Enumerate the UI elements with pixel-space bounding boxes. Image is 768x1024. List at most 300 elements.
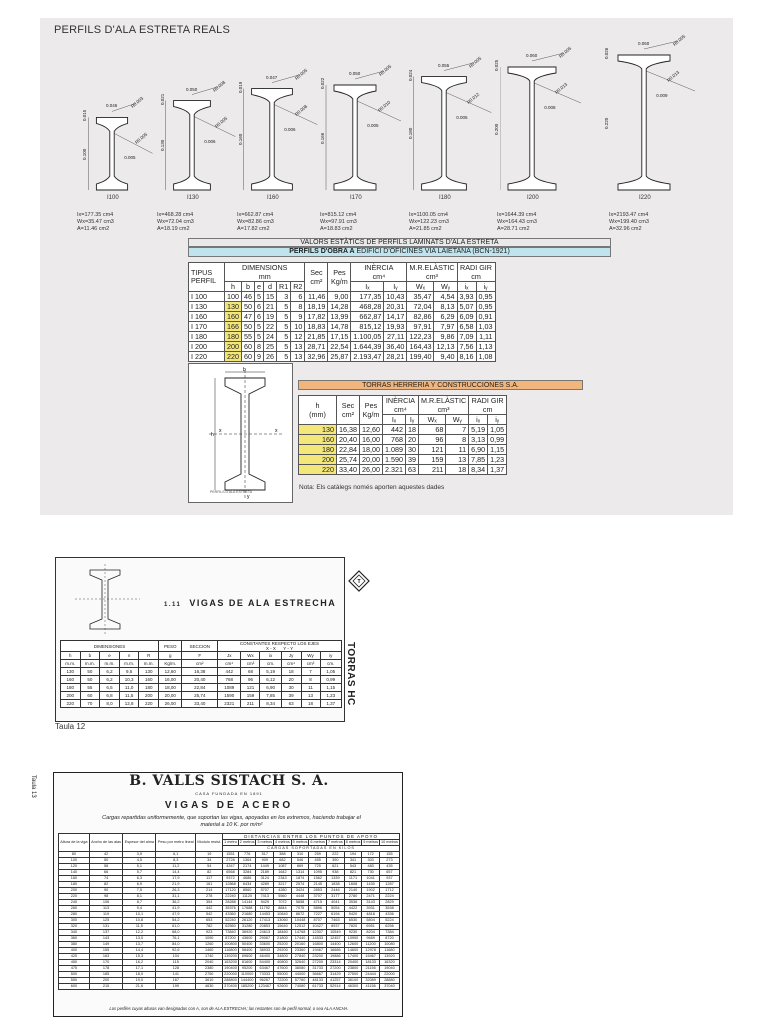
dimension-label: 0.015 [82,110,88,122]
table-cell: 12512 [291,924,309,930]
dimension-label: R0.013 [666,69,681,83]
table-cell: 6951 [362,924,380,930]
dimension-label: 0.021 [159,93,165,105]
table-cell: 1712 [379,888,399,894]
table-cell: 178 [89,966,123,972]
table-cell: 8,16 [457,352,476,362]
table-cell: 61733 [309,984,327,990]
table-cell: 310 [291,852,309,858]
table-cell: 18 [281,668,301,676]
table-cell: 1740 [196,954,223,960]
dimension-label: R0.005 [134,132,149,146]
dimension-label: 0.050 [186,86,198,92]
unit-header: cm³ [241,660,260,668]
table-cell: 34800 [274,954,292,960]
dimension-label: R0.012 [466,91,481,105]
table-cell: 7 [301,668,320,676]
th-altura: Altura de la viga [59,834,90,852]
table-cell: 163200 [224,960,237,964]
table-cell: 190400 [224,966,237,970]
subcol-header: d [264,282,277,292]
table-row [189,312,496,322]
table-cell: 7,5 [123,888,156,894]
table-cell: 3177 [327,894,345,900]
table-cell: 20,00 [360,455,383,465]
table-cell: 2140 [344,888,362,894]
property-value: Wx=97.91 cm3 [320,219,357,225]
table-cell: 21800 [274,936,292,942]
table-cell: 1.100,05 [351,332,384,342]
table-cell: 4686 [238,876,256,882]
dimension-label: 0.046 [106,103,118,109]
table-cell: 28,21 [384,352,407,362]
table-cell: 370400 [224,984,237,988]
table-cell: 29067 [256,936,274,942]
table-cell: 5896 [309,906,327,912]
table-cell: 74 [89,876,123,882]
table-row [299,425,507,435]
table-cell: I 220 [189,352,225,362]
table-cell: 96267 [256,978,274,984]
table-cell: 9429 [256,900,274,906]
table-cell: 22 [264,322,277,332]
table-cell: 194 [344,852,362,858]
table-cell: 13,7 [123,942,156,948]
table-cell: 139200 [224,954,237,958]
table-cell: 14453 [256,912,274,918]
unit-header: cm⁴ [217,660,241,668]
table-cell: 60 [80,692,100,700]
table-cell: 303 [362,858,380,864]
table-cell: 28,71 [305,342,328,352]
table-cell: 20400 [344,960,362,966]
table-cell: 21,85 [305,332,328,342]
table-cell: 28880 [379,978,399,984]
subcol-header: Wₓ [407,282,434,292]
table-row [189,332,496,342]
table-cell: 161 [196,882,223,888]
span-header: 4 metros [275,840,290,844]
table-cell: 1314 [291,870,309,876]
table-cell: 2780 [344,894,362,900]
table-cell: 8 [291,302,305,312]
table-cell: 7 [446,425,469,435]
table-cell: 11,5 [119,692,139,700]
table-cell: 17688 [238,906,256,912]
table-cell: 21,6 [123,984,156,990]
table-cell: 2224 [379,894,399,900]
table-cell: 1,13 [476,342,495,352]
table-cell: 6568 [223,870,239,876]
table-cell: 621 [327,864,345,870]
table-cell: 11,5 [123,924,156,930]
table-cell: 6,29 [434,312,457,322]
table-cell: 27,11 [384,332,407,342]
table-cell: 9230 [344,930,362,936]
dimension-label: 0.060 [638,41,650,46]
subcol-header: h [225,282,242,292]
table-cell: 96 [419,435,446,445]
table-row [299,435,507,445]
table-cell: 115 [156,960,196,966]
panel2-title: 1.11 VIGAS DE ALA ESTRECHA [164,598,337,608]
table-cell: 455 [309,858,327,864]
property-value: A=11.46 cm2 [77,226,110,232]
unit-header: Kg/m. [159,660,182,668]
i-beam-figure [60,562,150,637]
vigas-ala-estrecha-table [60,640,342,708]
table-cell: 21680 [238,912,256,918]
dimension-label: 0.009 [656,93,668,98]
table-cell: 16,2 [123,960,156,966]
dimension-label: R0.010 [377,99,392,113]
table-cell: 6 [255,302,264,312]
property-value: A=18.19 cm2 [157,226,190,232]
table-cell: 43600 [238,936,256,942]
table-cell: 200 [299,455,337,465]
table-cell: 25,87 [328,352,351,362]
table-cell: 33,40 [182,700,217,708]
table-cell: 768 [383,435,406,445]
table-cell: 172 [362,852,380,858]
company-name: B. VALLS SISTACH S. A. [129,773,329,789]
th-inercia: INÈRCIA cm⁴ [351,263,407,282]
table-cell: 600 [59,984,90,990]
symbol-header: F [182,652,217,660]
table-cell: 13,0 [123,936,156,942]
table-cell: 36,40 [384,342,407,352]
subcol-header: Wᵧ [434,282,457,292]
profile-drawing [604,33,692,240]
table-cell: 19 [264,312,277,322]
table-cell: 50 [80,668,100,676]
dimension-label: 0.026 [604,47,609,59]
table-cell: 55000 [274,972,292,978]
table-cell: 3610 [196,978,223,984]
table-cell: 2853 [309,888,327,894]
table-cell: 25200 [274,942,292,948]
table-row [189,302,496,312]
span-header: 3 metros [257,840,273,844]
table-cell: 33600 [256,942,274,948]
table-cell: 117 [196,876,223,882]
table-cell: 3707 [309,894,327,900]
table-cell: 0,91 [476,312,495,322]
table-cell: 7384 [379,930,399,936]
table-cell: 5804 [362,918,380,924]
symbol-header: Wy [301,652,320,660]
table-cell: 17400 [344,954,362,960]
table-cell: 82 [196,870,223,876]
table-row [61,700,342,708]
property-value: Wx=82.86 cm3 [237,219,274,225]
property-value: Ix=1644.39 cm4 [497,212,537,218]
table-cell: 259 [309,852,327,858]
table-cell: 63 [281,700,301,708]
th-distancias: DISTANCIAS ENTRE LOS PUNTOS DE APOYO [223,834,400,840]
table-cell: 13 [291,342,305,352]
table-cell: 7,97 [434,322,457,332]
table-cell: 7463 [327,918,345,924]
table3-units [61,660,342,668]
table-cell: 5560 [274,894,292,900]
table-cell: 120 [59,864,90,870]
table-row [189,352,496,362]
table-cell: 6194 [327,912,345,918]
table-row [299,465,507,475]
table-cell: 542 [196,912,223,918]
table-cell: 32640 [291,960,309,966]
table-cell: 2174 [238,864,256,870]
table-cell: 8560 [238,888,256,894]
span-header: 8 metros [345,840,361,844]
property-value: Wx=72.04 cm3 [157,219,194,225]
table-row [59,984,400,990]
table-cell: 8,34 [469,465,488,475]
table-cell: 54 [196,864,223,870]
i-beam-section-icon [500,40,600,200]
catalog-description: Cargas repartidas uniformemente, que soportan las vigas, apoyadas en los extremos, haciendo trabajar el material a 10 K. por m/m² [102,815,361,828]
property-value: A=21.85 cm2 [409,226,442,232]
table-cell: 1,05 [320,668,341,676]
symbol-header: g [159,652,182,660]
table-cell: 18460 [274,930,292,936]
subcol-header: b [242,282,255,292]
table-cell: 8,7 [123,900,156,906]
table-cell: 60 [242,352,255,362]
table-cell: 6256 [379,924,399,930]
table-row [299,445,507,455]
table-cell: 18,00 [159,684,182,692]
table1-subtitle: PERFILS D'OBRA A EDIFICI D'OFICINES VIA LAIETANA (BCN-1921) [188,247,611,257]
table-cell: 20,00 [159,692,182,700]
table2-header: TORRAS HERRERIA Y CONSTRUCCIONES S.A. [298,380,583,390]
table-cell: 9 [255,352,264,362]
table-cell: 10 [291,322,305,332]
profile-properties [157,212,194,233]
table-cell: 730 [362,870,380,876]
table-cell: 8707 [309,918,327,924]
table-cell: 435 [379,864,399,870]
table-cell: 13 [446,455,469,465]
subcol-header: Iᵧ [384,282,407,292]
dimension-label: 0.050 [349,71,361,76]
symbol-header: e [100,652,120,660]
table-cell: 104 [156,954,196,960]
table-cell: 1,08 [476,352,495,362]
th-ancho: Ancho de las alas [89,834,123,852]
table-cell: 13060 [274,918,292,924]
table-cell: 1,03 [476,322,495,332]
table-cell: 31733 [309,966,327,972]
profile-drawing [320,40,403,240]
table-cell: 2574 [291,882,309,888]
table-caption: Taula 12 [55,722,86,731]
table-cell: 6,12 [260,676,281,684]
table-cell: 149 [89,942,123,948]
table-cell: 9,86 [434,332,457,342]
table-cell: 22,84 [182,684,217,692]
table-cell: 35376 [223,906,239,912]
th-sec: Sec cm² [305,263,328,292]
table-cell: 5054 [327,906,345,912]
steel-profiles-panel [40,18,733,515]
profile-properties [320,212,357,233]
table-cell: I 130 [189,302,225,312]
subcol-header: R1 [277,282,291,292]
table-cell: 74080 [291,984,309,990]
table-cell: 400 [59,948,90,954]
table-cell: 180 [139,684,159,692]
unit-header: m.m. [80,660,100,668]
table-cell: 9372 [223,876,239,882]
table-cell: 20,40 [337,435,360,445]
table-cell: 682 [274,858,292,864]
table-cell: 1874 [291,876,309,882]
table-cell: 5 [255,332,264,342]
symbol-header: Wx [241,652,260,660]
subcol-header: iᵧ [488,415,507,425]
table-cell: 17120 [223,888,239,894]
table-cell: 2.193,47 [351,352,384,362]
table-cell: 8672 [291,912,309,918]
table-cell: 1608 [344,882,362,888]
table-cell: 273 [379,858,399,864]
table-row [189,292,496,302]
table-cell: 15 [264,292,277,302]
subcol-header: Iₓ [351,282,384,292]
table-cell: 58400 [238,948,256,954]
table-cell: 106 [89,900,123,906]
table-cell: 26120 [238,918,256,924]
unit-header: m.m. [100,660,120,668]
table-cell: 41257 [327,978,345,984]
table-cell: 10,8 [123,918,156,924]
catalog-footnote: Los perfiles cuyas alturas van designadas con A, son de ALA ESTRECHA; las restantes son de perfil normal, o sea ALA ANCHA. [109,1006,349,1011]
th-inercia: INÈRCIA cm⁴ [383,396,419,415]
table-cell: 11200 [362,942,380,948]
table-cell: 1287 [379,882,399,888]
table-cell: 768 [217,676,241,684]
table-cell: 5658 [291,900,309,906]
table-cell: 28288 [223,900,239,906]
symbol-header: Jy [281,652,301,660]
table-cell: 1,15 [488,445,507,455]
table-cell: 160 [139,676,159,684]
table-cell: 140 [59,870,90,876]
table-cell: 76,1 [156,936,196,942]
dimension-label: R0.005 [214,115,229,129]
table-cell: 60 [242,342,255,352]
table-cell: 220000 [224,972,237,976]
table-cell: 95200 [238,966,256,972]
table-cell: 8 [446,435,469,445]
table-row [61,676,342,684]
svg-text:x: x [219,428,222,434]
table-cell: 13 [291,352,305,362]
table-cell: 18,83 [305,322,328,332]
table-cell: 19040 [379,966,399,972]
table-cell: 200 [59,888,90,894]
table-cell: 6 [255,312,264,322]
table-cell: 27200 [327,966,345,972]
table-cell: 69600 [238,954,256,960]
table-cell: 6434 [238,882,256,888]
dimension-label: R0.005 [378,63,393,77]
dimension-label: R0.003 [129,96,144,110]
table-cell: 130 [299,425,337,435]
table-cell: 50 [89,858,123,864]
table-cell: 2471 [362,894,380,900]
table-cell: 21,9 [156,882,196,888]
unit-header: cm⁴ [281,660,301,668]
table-cell: 220 [139,700,159,708]
th-peso: PESO [159,641,182,652]
dimension-label: 0.024 [407,69,413,81]
table-cell: 442 [217,668,241,676]
table-cell: 442 [383,425,406,435]
table-cell: 21 [264,302,277,312]
profile-name: I170 [350,195,362,201]
torras-brand-logo: TORRAS HC [345,642,356,706]
table-cell: 4,54 [434,292,457,302]
table-cell: 1,05 [488,425,507,435]
table-cell: 9689 [362,936,380,942]
table-cell: 8,0 [100,700,120,708]
table-cell: 11 [301,684,320,692]
table-cell: 2343 [274,876,292,882]
table-cell: 15640 [274,924,292,930]
table-cell: 13,99 [328,312,351,322]
catalog-title: VIGAS DE ACERO [164,800,294,811]
table-cell: 36,2 [156,900,196,906]
table-cell: 23314 [327,960,345,966]
table-cell: 7413 [256,894,274,900]
table-cell: 32089 [362,978,380,984]
table-cell: 81600 [238,960,256,966]
table-cell: 821 [344,870,362,876]
table-cell: 3424 [291,888,309,894]
table-cell: 1,23 [488,455,507,465]
table-cell: 84,0 [156,942,196,948]
table-cell: 360 [59,936,90,942]
table-cell: 11,0 [119,684,139,692]
table-cell: 160 [299,435,337,445]
table-cell: 54400 [256,960,274,966]
table-cell: 180 [299,445,337,455]
table-cell: 4336 [379,912,399,918]
table-cell: 3536 [344,900,362,906]
table-cell: 550 [59,978,90,984]
table-cell: 180 [61,684,81,692]
table-cell: 31429 [327,972,345,978]
table-cell: 220 [225,352,242,362]
dimension-label: 0.022 [320,77,325,89]
table-cell: 159 [419,455,446,465]
table-cell: 23200 [309,954,327,960]
property-value: Ix=815.12 cm4 [320,212,357,218]
table-cell: 10900 [344,936,362,942]
dimension-label: 0.166 [320,132,325,144]
svg-text:h: h [211,432,214,438]
table-cell: 116800 [224,948,237,952]
table-cell: 380 [59,942,90,948]
valls-sistach-catalog-scan [53,772,403,1017]
table-cell: 12307 [309,930,327,936]
dimension-label: 0.006 [204,138,216,144]
table-cell: 1,15 [320,684,341,692]
table-cell: 18 [406,425,419,435]
